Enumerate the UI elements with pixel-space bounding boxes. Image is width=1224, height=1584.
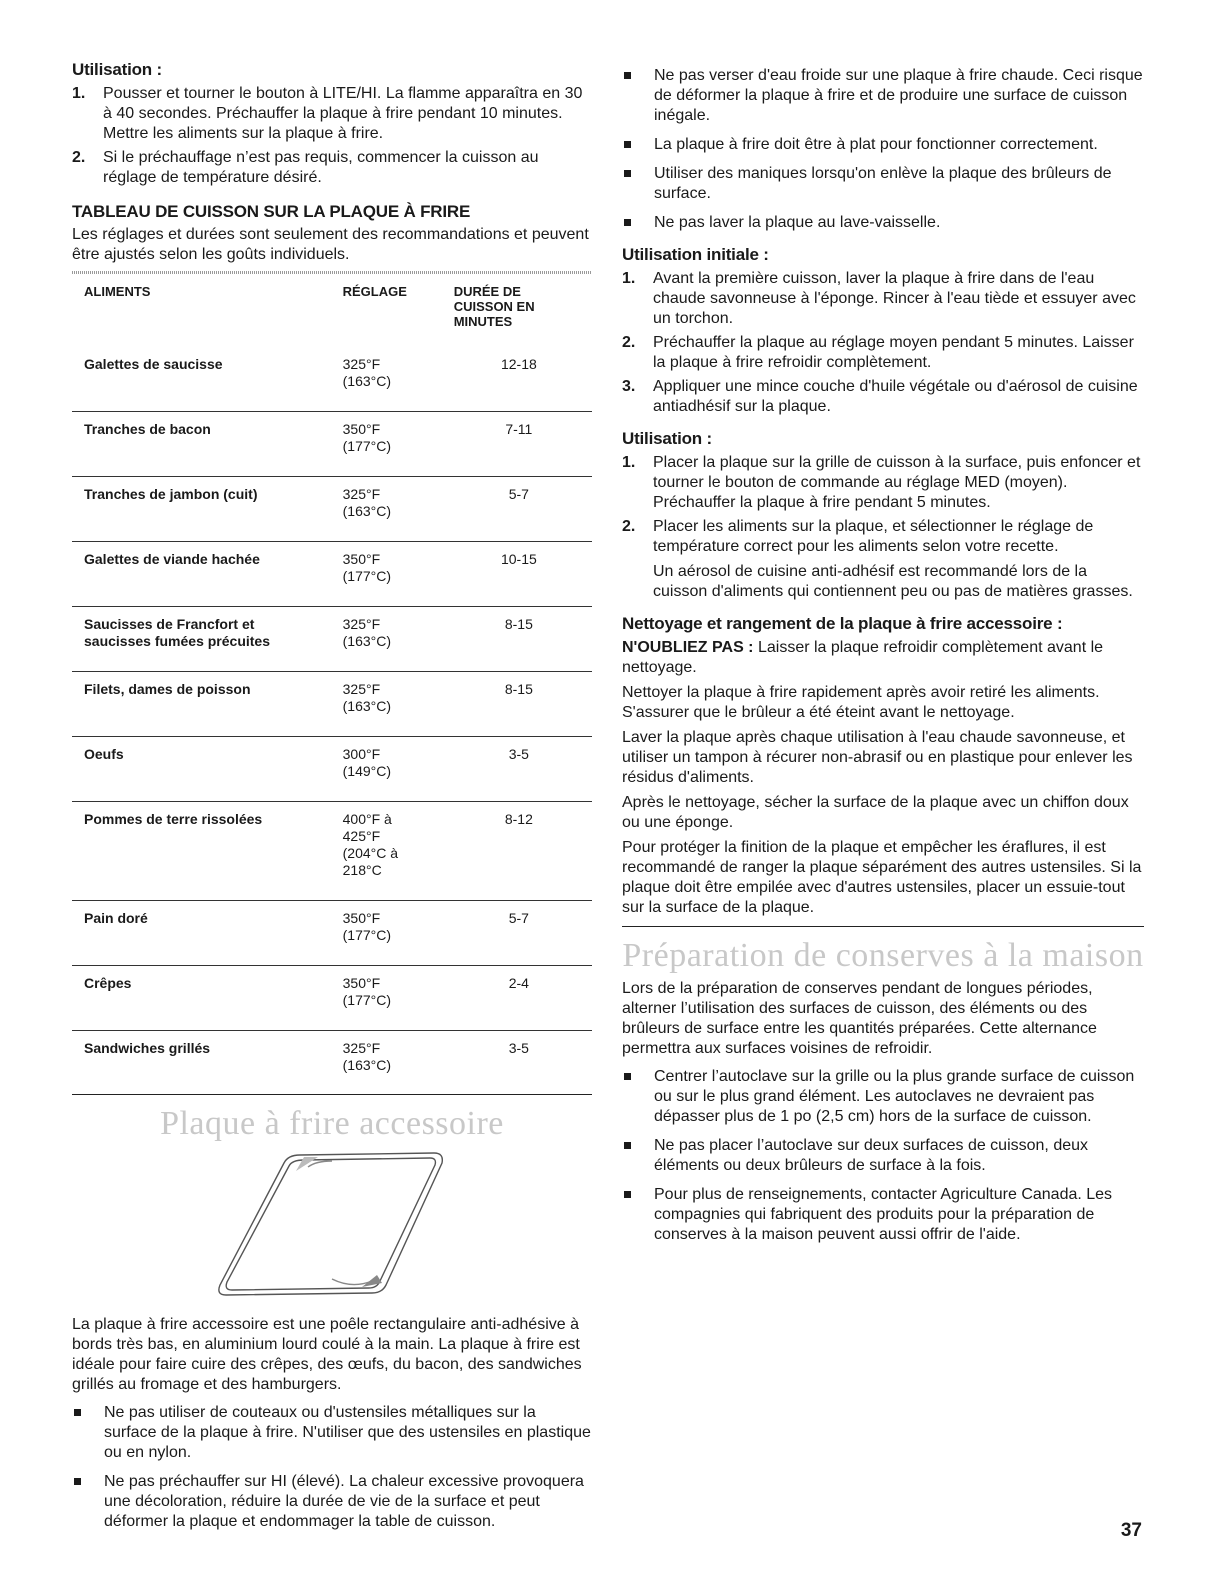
list-item: Ne pas placer l’autoclave sur deux surfaces de cuisson, deux éléments ou deux brûleurs de surface à la fois. [622,1136,1144,1176]
list-item: La plaque à frire doit être à plat pour fonctionner correctement. [622,135,1144,155]
bullet-icon [624,141,631,148]
time-cell: 8-15 [446,672,592,737]
food-cell: Filets, dames de poisson [72,672,343,737]
cleaning-paragraph: Pour protéger la finition de la plaque et empêcher les éraflures, il est recommandé de ranger la plaque séparément des autres ustensiles. Si la plaque doit être empilée avec d'autres ustensiles, placer un essuie-tout sur la surface de la plaque. [622,839,1142,916]
list-item: 1. Avant la première cuisson, laver la plaque à frire dans de l'eau chaude savonneuse à l'éponge. Rincer à l'eau tiède et essuyer avec un torchon. [622,270,1136,327]
time-cell: 5-7 [446,477,592,542]
initial-use-steps [622,269,1144,417]
table-row [72,737,592,802]
bullet-icon [624,1191,631,1198]
usage-steps [72,84,592,188]
table-row [72,901,592,966]
list-item: Ne pas laver la plaque au lave-vaisselle. [622,213,1144,233]
usage-steps [622,453,1144,602]
setting-cell: 300°F (149°C) [343,737,446,802]
list-item: 1. Pousser et tourner le bouton à LITE/HI. La flamme apparaîtra en 30 à 40 secondes. Préchauffer la plaque à frire pendant 10 minutes. Mettre les aliments sur la plaque à frire. [72,85,583,142]
setting-cell: 325°F (163°C) [342,1040,392,1073]
griddle-intro: La plaque à frire accessoire est une poêle rectangulaire anti-adhésive à bords très bas, en aluminium lourd coulé à la main. La plaque à frire est idéale pour faire cuire des crêpes, des œufs, du bacon, des sandwiches grillés au fromage et des hamburgers. [72,1316,582,1393]
list-item: 1. Placer la plaque sur la grille de cuisson à la surface, puis enfoncer et tourner le bouton de commande au réglage MED (moyen). Préchauffer la plaque à frire pendant 5 minutes. [622,454,1141,511]
setting-cell: 325°F (163°C) [343,672,446,737]
food-cell: Oeufs [72,737,343,802]
cleaning-heading: Nettoyage et rangement de la plaque à frire accessoire : [622,614,1063,633]
griddle-bullets [72,1403,592,1532]
list-item: Pour plus de renseignements, contacter Agriculture Canada. Les compagnies qui fabriquent des produits pour la préparation de conserves à la maison peuvent aussi offrir de l'aide. [622,1185,1144,1245]
usage-heading: Utilisation : [622,429,712,448]
time-cell: 3-5 [446,737,592,802]
cleaning-paragraph: Nettoyer la plaque à frire rapidement après avoir retiré les aliments. S'assurer que le brûleur a été éteint avant le nettoyage. [622,684,1100,721]
food-cell: Tranches de jambon (cuit) [72,477,343,542]
canning-intro: Lors de la préparation de conserves pendant de longues périodes, alterner l’utilisation des surfaces de cuisson, des éléments ou des brûleurs de surface entre les quantités préparées. Cette alternance permettra aux surfaces voisines de refroidir. [622,980,1097,1057]
list-item: 2. Si le préchauffage n’est pas requis, commencer la cuisson au réglage de température désiré. [72,149,539,186]
bullet-icon [624,1073,631,1080]
list-item: Ne pas verser d'eau froide sur une plaque à frire chaude. Ceci risque de déformer la plaque à frire et de produire une surface de cuisson inégale. [622,66,1144,126]
table-header-row [72,274,592,347]
time-cell: 7-11 [446,412,592,477]
initial-use-heading: Utilisation initiale : [622,245,769,264]
cooking-table [72,274,592,1094]
food-cell: Crêpes [72,966,343,1031]
setting-cell: 350°F (177°C) [343,901,446,966]
food-cell: Galettes de viande hachée [72,542,343,607]
reminder-label: N'OUBLIEZ PAS : [622,639,754,656]
column-header: RÉGLAGE [342,284,407,299]
column-header: DURÉE DE CUISSON EN MINUTES [453,284,535,329]
food-cell: Saucisses de Francfort et saucisses fumées précuites [72,607,343,672]
griddle-care-bullets [622,66,1144,233]
canning-bullets [622,1067,1144,1245]
table-row [72,347,592,412]
time-cell: 10-15 [446,542,592,607]
time-cell: 3-5 [508,1040,529,1056]
food-cell: Tranches de bacon [72,412,343,477]
setting-cell: 350°F (177°C) [343,966,446,1031]
cleaning-paragraph: Après le nettoyage, sécher la surface de la plaque avec un chiffon doux ou une éponge. [622,794,1129,831]
page-number: 37 [1120,1520,1142,1541]
table-heading: TABLEAU DE CUISSON SUR LA PLAQUE À FRIRE [72,202,471,221]
list-item: Ne pas préchauffer sur HI (élevé). La chaleur excessive provoquera une décoloration, réduire la durée de vie de la surface et peut déformer la plaque et endommager la table de cuisson. [72,1472,592,1532]
right-column [622,66,1144,1254]
canning-section-title: Préparation de conserves à la maison [622,937,1144,974]
food-cell: Pommes de terre rissolées [72,802,343,901]
cleaning-reminder: N'OUBLIEZ PAS : Laisser la plaque refroidir complètement avant le nettoyage. [622,639,1104,676]
table-row [72,966,592,1031]
time-cell: 8-12 [446,802,592,901]
griddle-illustration [212,1147,452,1307]
list-item: Ne pas utiliser de couteaux ou d'ustensiles métalliques sur la surface de la plaque à frire. N'utiliser que des ustensiles en plastique ou en nylon. [72,1403,592,1463]
griddle-section-title: Plaque à frire accessoire [160,1105,504,1142]
food-cell: Sandwiches grillés [84,1040,211,1056]
bullet-icon [624,1142,631,1149]
list-item: Utiliser des maniques lorsqu'on enlève la plaque des brûleurs de surface. [622,164,1144,204]
cleaning-paragraph: Laver la plaque après chaque utilisation à l'eau chaude savonneuse, et utiliser un tampon à récurer non-abrasif ou en plastique pour enlever les résidus d'aliments. [622,729,1133,786]
table-row [72,802,592,901]
setting-cell: 350°F (177°C) [343,412,446,477]
table-row [72,542,592,607]
bullet-icon [624,72,631,79]
time-cell: 5-7 [446,901,592,966]
table-row [72,412,592,477]
list-item: 3. Appliquer une mince couche d'huile végétale ou d'aérosol de cuisine antiadhésif sur la plaque. [622,378,1138,415]
list-item: 2. Placer les aliments sur la plaque, et sélectionner le réglage de température correct pour les aliments selon votre recette. Un aérosol de cuisine anti-adhésif est recommandé lors de la cuisson d'aliments qui contiennent peu ou pas de matières grasses. [622,517,1144,602]
setting-cell: 400°F à 425°F (204°C à 218°C [343,802,446,901]
bullet-icon [74,1409,81,1416]
food-cell: Galettes de saucisse [72,347,343,412]
setting-cell: 325°F (163°C) [343,347,446,412]
table-row [72,672,592,737]
time-cell: 8-15 [446,607,592,672]
usage-note: Un aérosol de cuisine anti-adhésif est recommandé lors de la cuisson d'aliments qui contiennent peu ou pas de matières grasses. [653,563,1133,600]
time-cell: 2-4 [446,966,592,1031]
food-cell: Pain doré [72,901,343,966]
divider [72,1094,592,1095]
list-item: 2. Préchauffer la plaque au réglage moyen pendant 5 minutes. Laisser la plaque à frire refroidir complètement. [622,334,1134,371]
bullet-icon [74,1478,81,1485]
bullet-icon [624,219,631,226]
table-intro: Les réglages et durées sont seulement des recommandations et peuvent être ajustés selon les goûts individuels. [72,226,589,263]
column-header: ALIMENTS [84,284,151,299]
time-cell: 12-18 [446,347,592,412]
table-row [72,477,592,542]
left-column [72,60,592,1541]
divider [622,926,1144,927]
table-body [72,347,592,1094]
table-row [72,1031,592,1095]
table-row [72,607,592,672]
setting-cell: 350°F (177°C) [343,542,446,607]
list-item: Centrer l’autoclave sur la grille ou la plus grande surface de cuisson ou sur le plus grand élément. Les autoclaves ne devraient pas dépasser plus de 1 po (2,5 cm) hors de la surface de cuisson. [622,1067,1144,1127]
setting-cell: 325°F (163°C) [343,477,446,542]
setting-cell: 325°F (163°C) [343,607,446,672]
usage-heading: Utilisation : [72,60,162,79]
bullet-icon [624,170,631,177]
